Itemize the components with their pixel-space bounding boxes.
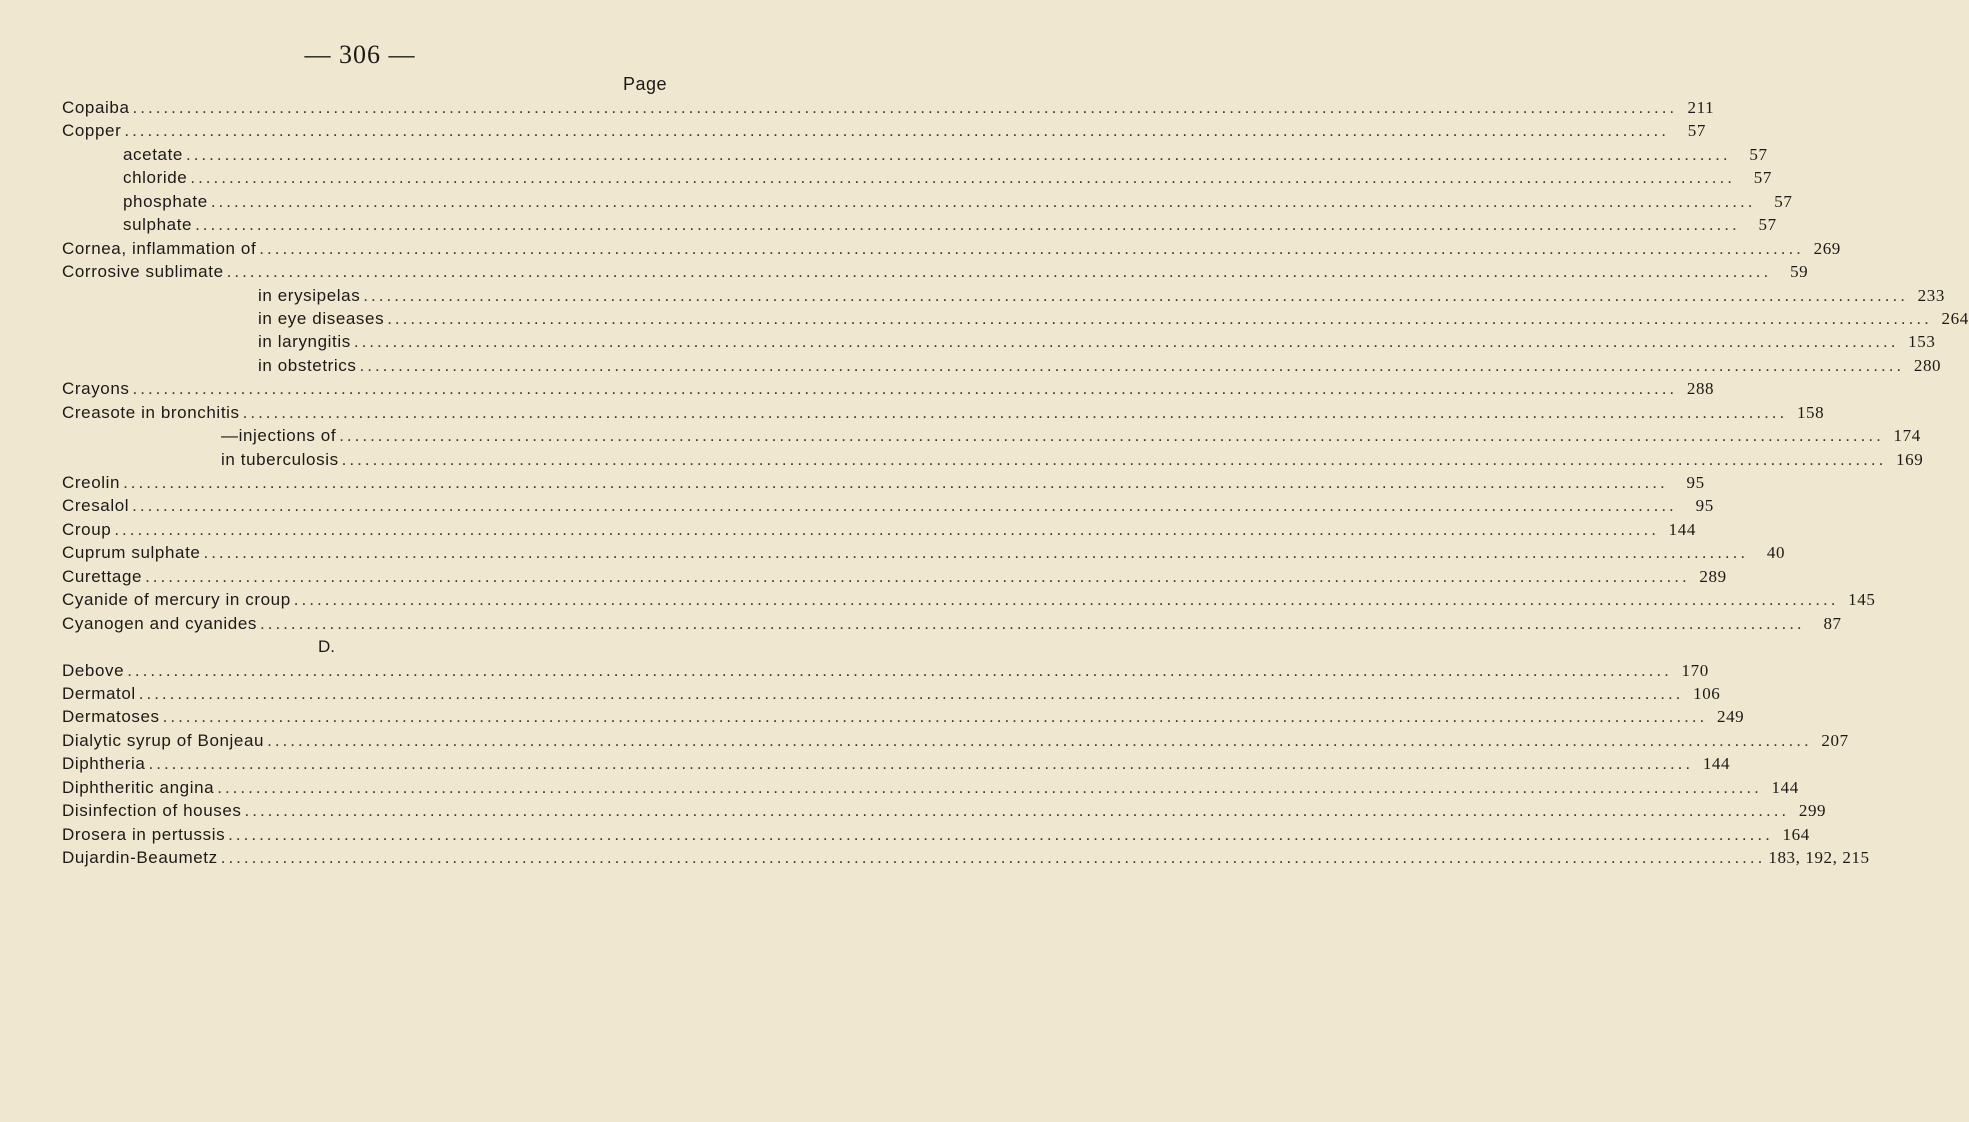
index-entry: [62, 379, 1715, 402]
dot-leader: ........................................................................................................................................................................................................: [132, 379, 1678, 399]
index-term: Disinfection of houses: [62, 801, 242, 821]
dot-leader: ........................................................................................................................................................................................................: [190, 168, 1735, 188]
dot-leader: ........................................................................................................................................................................................................: [363, 285, 1908, 305]
index-page-ref: 57: [1749, 144, 1768, 164]
index-page-ref: 264: [1941, 308, 1969, 328]
dot-leader: ........................................................................................................................................................................................................: [353, 332, 1899, 352]
index-term: Croup: [62, 519, 112, 539]
dot-leader: ........................................................................................................................................................................................................: [267, 730, 1812, 750]
dot-leader: ........................................................................................................................................................................................................: [387, 308, 1932, 328]
index-term: —injections of: [221, 426, 337, 446]
index-entry: [62, 238, 1841, 262]
index-page-ref: 40: [1766, 543, 1786, 563]
dot-leader: ........................................................................................................................................................................................................: [359, 355, 1905, 375]
index-term: Crayons: [62, 379, 130, 399]
index-entry: [62, 191, 1793, 215]
index-page-ref: 95: [1695, 496, 1714, 516]
dot-leader: ........................................................................................................................................................................................................: [132, 98, 1678, 117]
index-term: acetate: [123, 144, 183, 164]
index-page-ref: 158: [1796, 402, 1825, 422]
index-entry: [62, 519, 1696, 543]
index-entry: [62, 426, 1921, 449]
dot-leader: ........................................................................................................................................................................................................: [132, 496, 1677, 516]
index-term: sulphate: [123, 215, 193, 235]
index-page-ref: 57: [1687, 121, 1706, 141]
index-entry: [62, 730, 1849, 754]
index-section-c: [62, 98, 1969, 637]
dot-leader: ........................................................................................................................................................................................................: [124, 121, 1669, 141]
index-term: Curettage: [62, 566, 143, 586]
index-entry: [62, 144, 1768, 168]
index-page-ref: 280: [1913, 355, 1942, 375]
index-page-ref: 183, 192, 215: [1768, 848, 1870, 867]
index-page-ref: 87: [1823, 613, 1842, 633]
index-term: Cornea, inflammation of: [62, 238, 257, 258]
index-page-ref: 169: [1896, 449, 1924, 469]
index-page-ref: 207: [1821, 730, 1849, 750]
index-term: Copper: [62, 121, 122, 141]
index-term: Cuprum sulphate: [62, 543, 201, 563]
dot-leader: ........................................................................................................................................................................................................: [195, 215, 1740, 235]
index-entry: [62, 801, 1827, 824]
index-entry: [62, 590, 1876, 613]
index-page-ref: 153: [1908, 332, 1936, 352]
index-entry: [62, 660, 1709, 684]
index-entry: [62, 543, 1786, 566]
index-entry: [62, 355, 1942, 379]
index-entry: [62, 308, 1969, 332]
index-term: phosphate: [123, 191, 208, 211]
index-term: Cyanide of mercury in croup: [62, 590, 291, 610]
index-page-ref: 57: [1753, 168, 1772, 188]
index-page-ref: 174: [1893, 426, 1921, 446]
index-section-d: [62, 660, 1870, 872]
index-entry: [62, 168, 1772, 191]
index-page-ref: 59: [1790, 262, 1809, 282]
index-list: [62, 98, 1969, 871]
dot-leader: ........................................................................................................................................................................................................: [242, 402, 1788, 422]
dot-leader: ........................................................................................................................................................................................................: [260, 613, 1805, 633]
index-term: Dialytic syrup of Bonjeau: [62, 730, 265, 750]
index-term: Debove: [62, 660, 125, 680]
dot-leader: ........................................................................................................................................................................................................: [226, 262, 1772, 282]
index-page-ref: 144: [1771, 777, 1799, 797]
index-page-ref: 145: [1848, 590, 1876, 610]
index-page-ref: 288: [1686, 379, 1715, 399]
index-term: Drosera in pertussis: [62, 824, 226, 844]
dot-leader: ........................................................................................................................................................................................................: [138, 683, 1684, 703]
dot-leader: ........................................................................................................................................................................................................: [339, 426, 1884, 446]
index-page-ref: 57: [1774, 191, 1793, 211]
index-page-ref: 289: [1699, 566, 1727, 586]
page-number: — 306 —: [304, 40, 416, 69]
index-entry: [62, 707, 1745, 730]
index-entry: [62, 285, 1945, 309]
index-entry: [62, 473, 1705, 496]
dot-leader: ........................................................................................................................................................................................................: [341, 449, 1887, 469]
index-term: Cyanogen and cyanides: [62, 613, 258, 633]
index-page-ref: 299: [1798, 801, 1827, 821]
index-term: Creasote in bronchitis: [62, 402, 240, 422]
index-page-ref: 233: [1917, 285, 1945, 305]
index-entry: [62, 449, 1924, 473]
index-page-ref: 57: [1758, 215, 1777, 235]
index-entry: [62, 215, 1777, 238]
dot-leader: ........................................................................................................................................................................................................: [127, 660, 1672, 680]
index-page-ref: 144: [1668, 519, 1696, 539]
index-term: Copaiba: [62, 98, 130, 117]
index-entry: [62, 848, 1870, 871]
index-term: Dermatoses: [62, 707, 160, 727]
index-term: Cresalol: [62, 496, 130, 516]
index-term: Diphtheria: [62, 754, 146, 774]
index-term: in tuberculosis: [221, 449, 339, 469]
dot-leader: ........................................................................................................................................................................................................: [293, 590, 1839, 610]
index-page-ref: 249: [1716, 707, 1745, 727]
index-term: Dujardin-Beaumetz: [62, 848, 218, 867]
index-entry: [62, 262, 1809, 285]
dot-leader: ........................................................................................................................................................................................................: [228, 824, 1773, 844]
index-entry: [62, 754, 1731, 777]
dot-leader: ........................................................................................................................................................................................................: [259, 238, 1804, 258]
index-term: Dermatol: [62, 683, 136, 703]
page-column-label: Page: [623, 74, 668, 94]
index-page-ref: 269: [1813, 238, 1841, 258]
index-term: in obstetrics: [258, 355, 357, 375]
dot-leader: ........................................................................................................................................................................................................: [162, 707, 1708, 727]
index-entry: [62, 777, 1799, 801]
index-entry: [62, 121, 1706, 144]
dot-leader: ........................................................................................................................................................................................................: [210, 191, 1756, 211]
index-term: chloride: [123, 168, 188, 188]
index-page-ref: 144: [1702, 754, 1731, 774]
index-entry: [62, 683, 1721, 707]
index-entry: [62, 496, 1714, 519]
index-term: Corrosive sublimate: [62, 262, 224, 282]
dot-leader: ........................................................................................................................................................................................................: [220, 848, 1766, 867]
index-term: Diphtheritic angina: [62, 777, 215, 797]
index-term: Creolin: [62, 473, 121, 492]
index-page-ref: 106: [1693, 683, 1721, 703]
dot-leader: ........................................................................................................................................................................................................: [145, 566, 1690, 586]
index-entry: [62, 332, 1936, 355]
dot-leader: ........................................................................................................................................................................................................: [185, 144, 1731, 164]
section-letter-d: D.: [318, 637, 335, 657]
index-entry: [62, 566, 1727, 590]
index-page-ref: 164: [1782, 824, 1810, 844]
dot-leader: ........................................................................................................................................................................................................: [244, 801, 1790, 821]
index-term: in erysipelas: [258, 285, 361, 305]
dot-leader: ........................................................................................................................................................................................................: [203, 543, 1749, 563]
dot-leader: ........................................................................................................................................................................................................: [114, 519, 1659, 539]
index-term: in eye diseases: [258, 308, 385, 328]
dot-leader: ........................................................................................................................................................................................................: [148, 754, 1694, 774]
dot-leader: ........................................................................................................................................................................................................: [123, 473, 1668, 492]
index-page-ref: 95: [1686, 473, 1705, 492]
dot-leader: ........................................................................................................................................................................................................: [217, 777, 1762, 797]
index-entry: [62, 98, 1715, 121]
index-entry: [62, 613, 1842, 637]
index-term: in laryngitis: [258, 332, 351, 352]
index-entry: [62, 824, 1810, 848]
index-page-ref: 211: [1687, 98, 1715, 117]
index-entry: [62, 402, 1825, 426]
index-page-ref: 170: [1681, 660, 1709, 680]
